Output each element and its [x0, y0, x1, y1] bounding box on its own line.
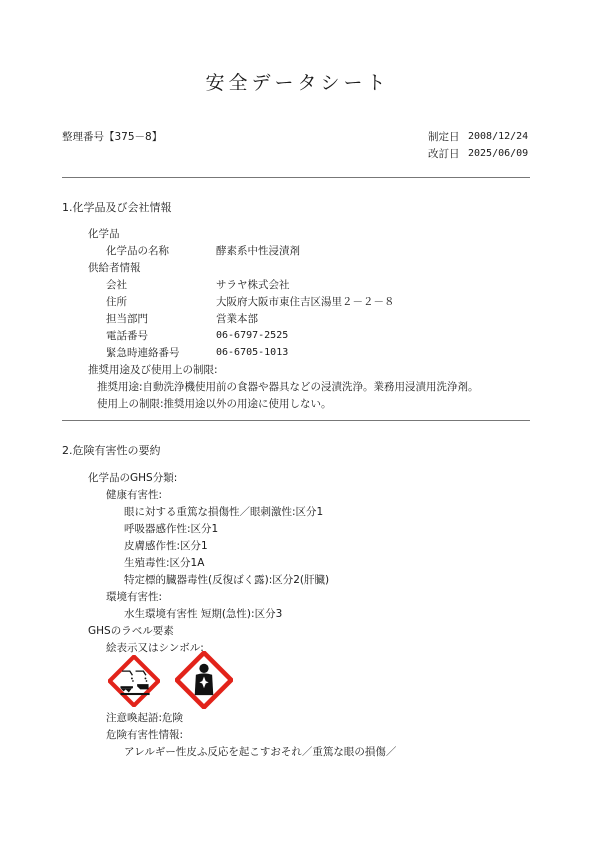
- corrosion-pictogram-icon: [108, 655, 160, 707]
- hazard-item: 生殖毒性:区分1A: [124, 557, 205, 569]
- supplier-group-label: 供給者情報: [88, 262, 141, 274]
- use-heading: 推奨用途及び使用上の制限:: [88, 364, 218, 376]
- hazard-item: 水生環境有害性 短期(急性):区分3: [124, 608, 283, 620]
- product-name: 酵素系中性浸漬剤: [216, 245, 300, 257]
- company-label: 会社: [106, 279, 127, 291]
- hazard-item: 特定標的臓器毒性(反復ばく露):区分2(肝臓): [124, 574, 330, 586]
- divider: [62, 177, 530, 178]
- product-name-label: 化学品の名称: [106, 245, 169, 257]
- reference-number: 整理番号【375－8】: [62, 131, 163, 143]
- signal-word: 注意喚起語:危険: [106, 712, 184, 724]
- phone-label: 電話番号: [106, 330, 148, 342]
- pictogram-label: 絵表示又はシンボル:: [106, 642, 204, 654]
- address-label: 住所: [106, 296, 127, 308]
- created-label: 制定日: [428, 131, 460, 143]
- company-name: サラヤ株式会社: [216, 279, 290, 291]
- revised-date: 2025/06/09: [468, 148, 529, 159]
- health-hazards-label: 健康有害性:: [106, 489, 163, 501]
- department-label: 担当部門: [106, 313, 148, 325]
- department: 営業本部: [216, 313, 258, 325]
- hazard-info-label: 危険有害性情報:: [106, 729, 184, 741]
- hazard-item: 皮膚感作性:区分1: [124, 540, 208, 552]
- hazard-statement: アレルギー性皮ふ反応を起こすおそれ／重篤な眼の損傷／: [124, 746, 397, 758]
- created-date: 2008/12/24: [468, 131, 529, 142]
- product-group-label: 化学品: [88, 228, 120, 240]
- environmental-hazards-label: 環境有害性:: [106, 591, 163, 603]
- phone-number: 06-6797-2525: [216, 330, 289, 341]
- label-elements: GHSのラベル要素: [88, 625, 174, 637]
- hazard-item: 呼吸器感作性:区分1: [124, 523, 219, 535]
- section2-heading: 2.危険有害性の要約: [62, 444, 161, 457]
- emergency-label: 緊急時連絡番号: [106, 347, 180, 359]
- revised-label: 改訂日: [428, 148, 460, 160]
- section1-heading: 1.化学品及び会社情報: [62, 201, 172, 214]
- divider: [62, 420, 530, 421]
- hazard-item: 眼に対する重篤な損傷性／眼刺激性:区分1: [124, 506, 324, 518]
- ghs-classification: 化学品のGHS分類:: [88, 472, 178, 484]
- recommended-use: 推奨用途:自動洗浄機使用前の食器や器具などの浸漬洗浄。業務用浸漬用洗浄剤。: [97, 381, 479, 393]
- emergency-number: 06-6705-1013: [216, 347, 289, 358]
- page-title: 安全データシート: [205, 72, 390, 94]
- health-hazard-pictogram-icon: [175, 651, 233, 709]
- address: 大阪府大阪市東住吉区湯里２－２－８: [216, 296, 395, 308]
- use-restriction: 使用上の制限:推奨用途以外の用途に使用しない。: [97, 398, 332, 410]
